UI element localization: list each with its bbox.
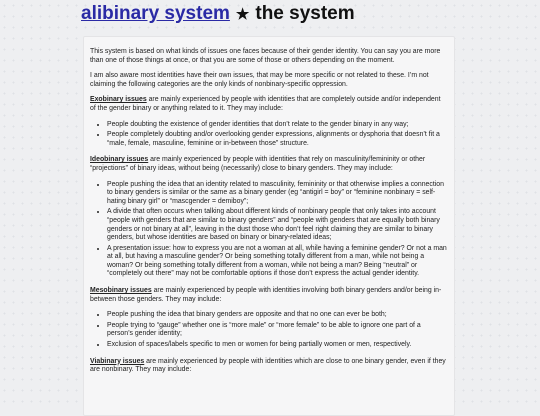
section-description: Mesobinary issues are mainly experienced by people with identities involving both binary genders and/or being in-between those genders. They may include: [90,287,442,303]
site-title-link[interactable]: alibinary system [81,3,230,24]
list-item: • People trying to “gauge” whether one is “more male” or “more female” to be able to ignore one part of a person’s gender identity; [107,322,448,339]
list-item: • People completely doubting and/or overlooking gender expressions, alignments or dysphoria that doesn’t fit a “male, female, masculine, feminine or in-between those” structure. [107,131,448,148]
page-title: the system [255,3,355,24]
section-list [90,121,448,149]
section-description: Ideobinary issues are mainly experienced by people with identities that rely on masculinity/femininity or other “projections” of binary ideas, without being (necessarily) close to binary genders. They may include: [90,156,426,172]
section-term: Viabinary issues [90,357,145,365]
section-description: Viabinary issues are mainly experienced by people with identities which are close to one binary gender, even if they are nonbinary. They may include: [90,357,446,374]
list-item: • Exclusion of spaces/labels specific to men or women for being partially women or men, respectively. [107,341,448,350]
list-item: • People pushing the idea that an identity related to masculinity, femininity or that otherwise implies a connection to binary genders is similar or the same as a binary gender (eg “antigirl = boy” or “feminine nonbinary = self-hating binary girl” or “mascgender = demiboy”; [107,181,448,207]
list-item: • People doubting the existence of gender identities that don’t relate to the gender binary in any way; [107,121,448,130]
list-item: • A presentation issue: how to express you are not a woman at all, while having a feminine gender? Or not a man at all, but having a masculine gender? Or being something totally different from a man, while not being a woman? Or being something totally different from a woman, while not being a man? Being “neutral” or “completely out there” may not be comfortable options if those don’t express the actual gender identity. [107,245,448,279]
content-card [83,36,455,416]
list-item: • A divide that often occurs when talking about different kinds of nonbinary people that only takes into account “people with genders that are similar to binary genders” and “people with genders that are equally both binary genders or not binary at all”, leaving in the dust those who don’t feel right claiming they are similar to binary genders, but whose identities are based on binary or binary-related ideas; [107,208,448,242]
intro-paragraph: I am also aware most identities have their own issues, that may be more specific or not related to these. I’m not claiming the following categories are the only kinds of nonbinary-specific oppression. [90,72,429,88]
page-header [81,3,355,25]
section-term: Mesobinary issues [90,287,152,295]
section-description: Exobinary issues are mainly experienced by people with identities that are completely outside and/or independent of the gender binary or anything related to it. They may include: [90,96,441,112]
section-list [90,181,448,280]
section-term: Exobinary issues [90,96,147,104]
section-list [90,311,448,349]
section-term: Ideobinary issues [90,156,149,164]
intro-paragraph: This system is based on what kinds of issues one faces because of their gender identity. You can say you are more than one of those things at once, or that you are some of those or others depending on the moment. [90,48,441,64]
star-separator-icon: ★ [235,6,250,23]
list-item: • People pushing the idea that binary genders are opposite and that no one can ever be both; [107,311,448,320]
